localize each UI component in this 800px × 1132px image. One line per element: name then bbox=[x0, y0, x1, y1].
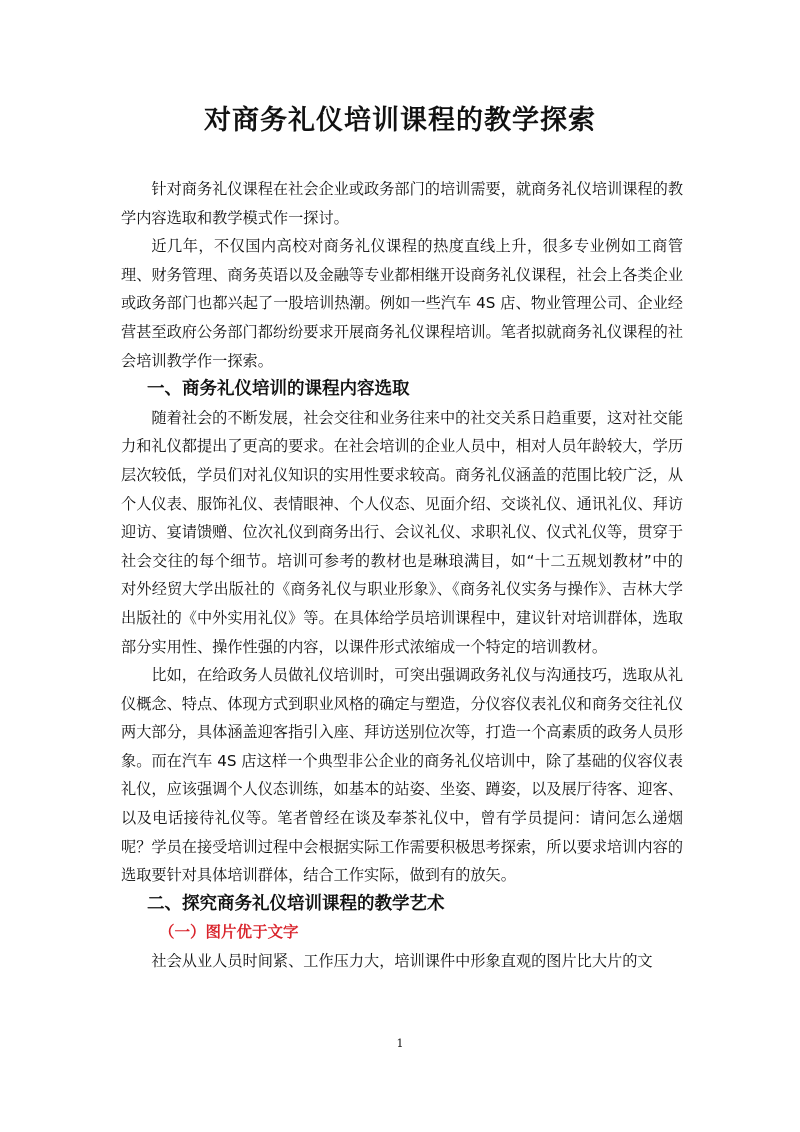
subsection-heading-1: （一）图片优于文字 bbox=[159, 923, 299, 942]
document-title: 对商务礼仪培训课程的教学探索 bbox=[204, 105, 596, 136]
section-1-paragraph-2: 比如，在给政务人员做礼仪培训时，可突出强调政务礼仪与沟通技巧，选取从礼仪概念、特点、体现方式到职业风格的确定与塑造，分仪容仪表礼仪和商务交往礼仪两大部分，具体涵盖迎客指引入座、拜访送别位次等，打造一个高素质的政务人员形象。而在汽车 4S 店这样一个典型非公企业的商务礼仪培训中，除了基础的仪容仪表礼仪，应该强调个人仪态训练，如基本的站姿、坐姿、蹲姿，以及展厅待客、迎客、以及电话接待礼仪等。笔者曾经在谈及奉茶礼仪中，曾有学员提问：请问怎么递烟呢？学员在接受培训过程中会根据实际工作需要积极思考探索，所以要求培训内容的选取要针对具体培训群体，结合工作实际，做到有的放矢。 bbox=[121, 666, 683, 885]
intro-paragraph: 近几年，不仅国内高校对商务礼仪课程的热度直线上升，很多专业例如工商管理、财务管理、商务英语以及金融等专业都相继开设商务礼仪课程，社会上各类企业或政务部门也都兴起了一股培训热潮。例如一些汽车 4S 店、物业管理公司、企业经营甚至政府公务部门都纷纷要求开展商务礼仪课程培训。笔者拟就商务礼仪课程的社会培训教学作一探索。 bbox=[121, 237, 683, 370]
page-number: 1 bbox=[396, 1037, 404, 1050]
section-heading-2: 二、探究商务礼仪培训课程的教学艺术 bbox=[147, 893, 445, 914]
document-body bbox=[121, 175, 683, 976]
subsection-1-paragraph-1: 社会从业人员时间紧、工作压力大，培训课件中形象直观的图片比大片的文 bbox=[151, 952, 653, 971]
abstract-paragraph: 针对商务礼仪课程在社会企业或政务部门的培训需要，就商务礼仪培训课程的教学内容选取和教学模式作一探讨。 bbox=[121, 180, 683, 227]
section-heading-1: 一、商务礼仪培训的课程内容选取 bbox=[147, 379, 410, 400]
section-1-paragraph-1: 随着社会的不断发展，社会交往和业务往来中的社交关系日趋重要，这对社交能力和礼仪都提出了更高的要求。在社会培训的企业人员中，相对人员年龄较大，学历层次较低，学员们对礼仪知识的实用性要求较高。商务礼仪涵盖的范围比较广泛，从个人仪表、服饰礼仪、表情眼神、个人仪态、见面介绍、交谈礼仪、通讯礼仪、拜访迎访、宴请馈赠、位次礼仪到商务出行、会议礼仪、求职礼仪、仪式礼仪等，贯穿于社会交往的每个细节。培训可参考的教材也是琳琅满目，如“十二五规划教材”中的对外经贸大学出版社的《商务礼仪与职业形象》、《商务礼仪实务与操作》、吉林大学出版社的《中外实用礼仪》等。在具体给学员培训课程中，建议针对培训群体，选取部分实用性、操作性强的内容，以课件形式浓缩成一个特定的培训教材。 bbox=[121, 408, 683, 656]
